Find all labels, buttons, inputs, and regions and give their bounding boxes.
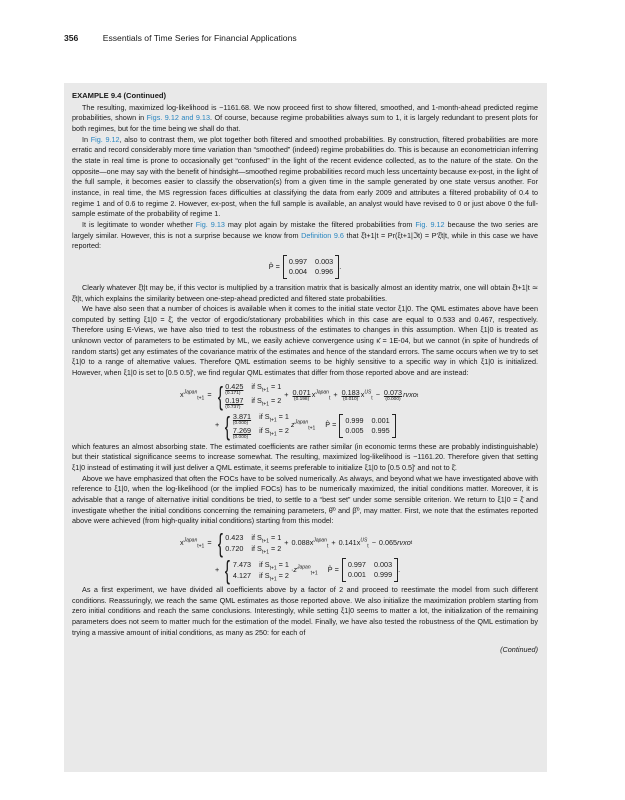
example-title: EXAMPLE 9.4 (Continued) xyxy=(72,91,167,100)
paragraph xyxy=(72,220,538,252)
cross-reference-link[interactable]: Fig. 9.13 xyxy=(195,219,225,229)
paragraph-text: Above we have emphasized that often the FOCs have to be solved numerically. As always, and beyond what we have investigated above with reference to ξ1|0, when the log-likelihood (or the implied FOCs) has to be numerically maximized, the initial conditions matter. Moreover, it is advisable that a range of alternative initial conditions be tried, to settle to a “best set” under some sensible criterion. We return to ξ1|0 = ξ̄ and investigate whether the initial conditions concerning the remaining parameters, θ̂⁰ and β̂⁰, may matter. First, we note that the estimates reported above were achieved (from high-quality initial conditions) starting from this model: xyxy=(72,473,538,526)
paragraph-text: that ξ̂t+1|t = Pr(ξt+1|ℑt) = P′ξ̂t|t, while in this case we have reported: xyxy=(72,230,538,251)
paragraph xyxy=(72,103,538,135)
paragraph xyxy=(72,442,538,474)
paragraph xyxy=(72,283,538,304)
example-box xyxy=(64,83,547,772)
paragraph xyxy=(72,304,538,379)
paragraph-text: which features an almost absorbing state. The estimated coefficients are rather similar (in economic terms these are probably indistinguishable) but their statistical significance seems to increase somewhat. The resulting, maximized log-likelihood is −1161.20. Therefore given that setting ξ1|0 instead of estimating it will just deliver a QML estimate, it seems preferable to initialize ξ1|0 to [0.5 0.5]′ and not to ξ̄. xyxy=(72,441,538,473)
equation-transition-matrix: P̂ = 0.997 0.003 0.004 0.996 . xyxy=(72,255,538,279)
cross-reference-link[interactable]: Definition 9.6 xyxy=(301,230,344,240)
page-number: 356 xyxy=(64,33,79,43)
paragraph-text: We have also seen that a number of choices is available when it comes to the initial state vector ξ1|0. The QML estimates above have been computed by setting ξ1|0 = ξ̄, the vector of ergodic/stationary probabilities which in this case are equal to 0.533 and 0.467, respectively. Therefore using E-Views, we have also tried to test the robustness of the estimates to changes in this assumption. When ξ1|0 is treated as unknown vector of parameters to be estimated by ML, we easily achieve convergence using κ̄ = 1E-04, but we cannot (in spite of hundreds of random starts) get any estimates of the covariance matrix of the estimates and hence of the standard errors. The same occurs when we try to set ξ1|0 to a range of alternative values. Therefore QML estimation seems to be highly sensitive to a specific way in which ξ1|0 is initialized. However, when ξ1|0 is set to [0.5 0.5]′, we find regular QML estimates that differ from those reported above and are instead: xyxy=(72,304,538,378)
continued-label: (Continued) xyxy=(500,645,538,655)
book-title: Essentials of Time Series for Financial Applications xyxy=(102,33,297,43)
paragraph-text: In xyxy=(82,134,91,144)
paragraph-text: . Of course, because regime probabilities always sum to 1, it is largely redundant to present plots for both regimes, but for the time being we shall do that. xyxy=(72,113,538,133)
paragraph-text: It is legitimate to wonder whether xyxy=(82,219,196,229)
paragraph-text: may plot again by mistake the filtered probabilities from xyxy=(224,219,416,229)
equation-initial-model: $x^{Japan}_{t+1}$ = { 0.423 if $S_{t+1} = 1$ 0.720 if $S_{t+1} = 2$ + 0.088 $x^{Japan}_t$ + 0.141 $x^{US}_t$ − 0.065 rvxo t + { 7.473 if $S_{t+1} = 1$ 4.127 if $S_{t+1} = 2$ $\cdot z^{Japan}_{t+1}$ P̂ = 0.997 0.003 0.001 0.999 . xyxy=(180,528,413,585)
paragraph-text: Clearly whatever ξ̂t|t may be, if this vector is multiplied by a transition matrix that is basically almost an identity matrix, one will obtain ξ̂t+1|t ≃ ξ̂t|t, which explains the similarity between one-step-ahead predicted and filtered state probabilities. xyxy=(72,282,538,303)
cross-reference-link[interactable]: Figs. 9.12 and 9.13 xyxy=(146,113,210,123)
cross-reference-link[interactable]: Fig. 9.12 xyxy=(90,134,120,144)
cross-reference-link[interactable]: Fig. 9.12 xyxy=(415,219,445,229)
equation-qml-estimates: $x^{Japan}_{t+1}$ = { 0.425 (0.171) if $S_{t+1} = 1$ 0.197 (0.737) if $S_{t+1} = 2$ + 0.071 (0.198) $x^{Japan}_t$ + 0.183 (0.010) $x^{US}_t$ − 0.073 (0.000) rvxo t + { 3.871 (0.000) if $S_{t+1} = 1$ 7.269 (0.000) if $S_{t+1} = 2$ $z^{Japan}_{t+1}$ P̂ = 0.999 0.001 0.005 0.995 xyxy=(180,380,419,441)
paragraph-text: The resulting, maximized log-likelihood is −1161.68. We now proceed first to show filtered, smoothed, and 1-month-ahead predicted regime probabilities, shown in xyxy=(72,102,538,123)
paragraph xyxy=(72,474,538,527)
paragraph xyxy=(72,135,538,220)
running-header xyxy=(64,33,297,43)
paragraph xyxy=(72,585,538,638)
paragraph-text: As a first experiment, we have divided all coefficients above by a factor of 2 and proceed to reestimate the model from such different conditions. Reassuringly, we reach the same QML estimates as those reported above. We also initialize the maximization problem starting from zero initial conditions and reach the same conclusions. Interestingly, while setting ξ1|0 seems to matter a lot, the initialization of the remaining parameters does not seem to matter much for the estimation of the model. Finally, we have also tested the robustness of the QML estimation by trying a massive amount of initial conditions, as many as 250: for each of xyxy=(72,585,538,637)
paragraph-text: , also to contrast them, we plot together both filtered and smoothed probabilities. By construction, filtered probabilities are more erratic and record considerably more time variation than “smoothed” (indeed) regime probabilities do. This is because an econometrician inferring the state in real time is prone to occasionally get “confused” in the light of the recent evidence collected, as to the nature of the state. On the opposite—one may say with the benefit of hindsight—smoothed regime probabilities record much less uncertainty because ex-post, in the light of the full sample, it becomes easier to classify the observation(s) from a given time in the sample generated by one state versus another. For instance, in real time, the MS regression faces difficulties at classifying the data from early 2009 and attributes a filtered probability of 0.4 to regime 1 and of 0.6 to regime 2. However, ex-post, when the full sample is available, an analyst would have revised to 0 or just above 0 the full-sample estimate of the probability of regime 1. xyxy=(72,134,538,219)
paragraph-text: because the two series are largely similar. However, this is not a surprise because we know from xyxy=(72,219,538,240)
